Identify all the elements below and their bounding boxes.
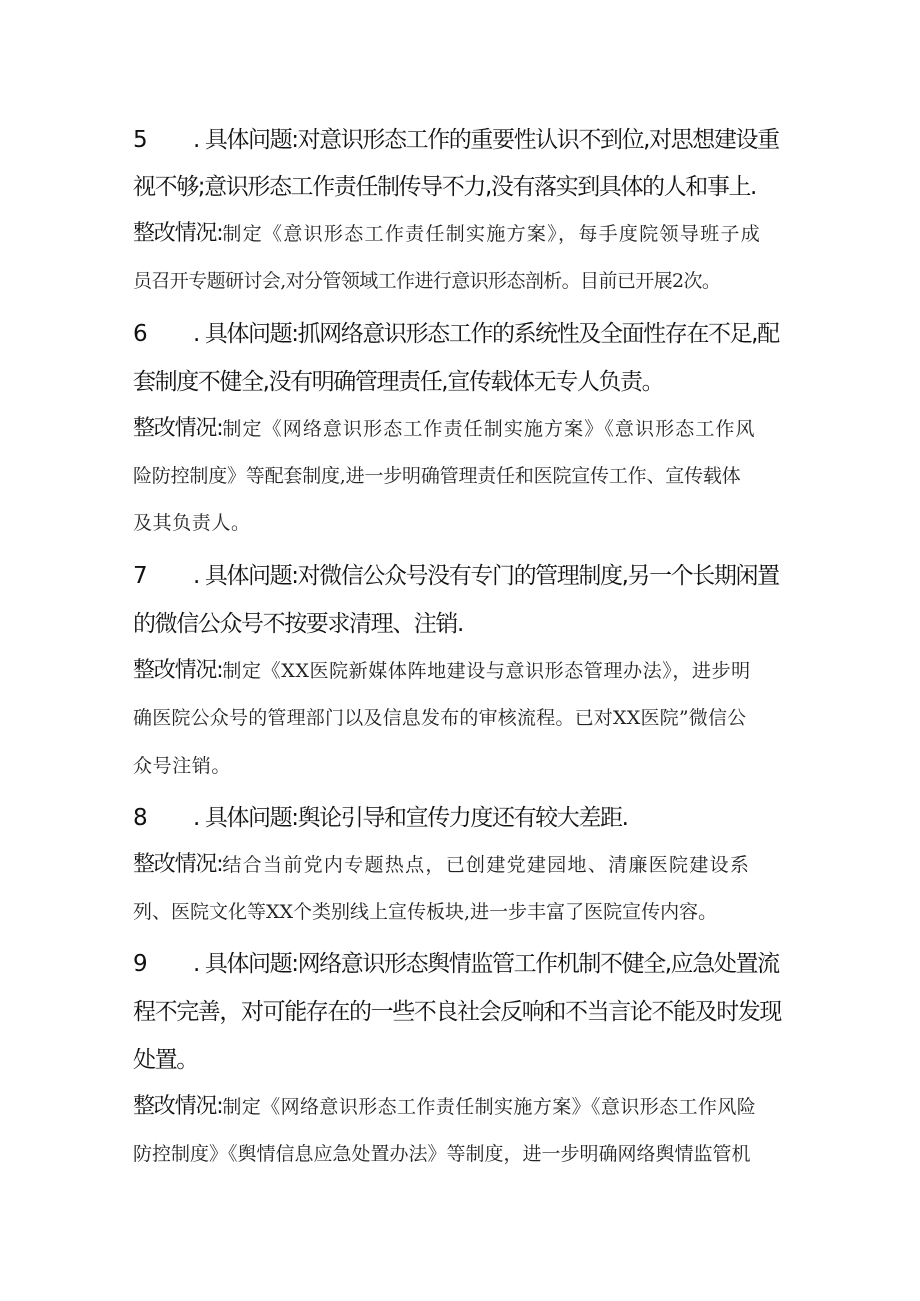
item-6-number: 6 [133, 321, 147, 347]
item-7-rectification-line-1 [133, 653, 751, 684]
item-5-question-line-1 [133, 121, 779, 154]
item-9-question-text-3: 处置。 [133, 1047, 198, 1073]
item-7-question-line-1 [133, 557, 779, 590]
item-6-rectification-label: 整改情况: [133, 416, 223, 441]
item-7-question-text-1: . 具体问题:对微信公众号没有专门的管理制度,另一个长期闲置 [193, 563, 779, 589]
item-7-rectification-text-3: 众号注销。 [133, 755, 232, 777]
item-5-rectification-line-2 [133, 266, 720, 293]
item-8-question-line-1 [133, 799, 627, 832]
item-7-rectification-line-2 [133, 703, 746, 730]
item-6-rectification-line-1 [133, 411, 756, 442]
item-9-rectification-line-1 [133, 1089, 756, 1120]
item-9-rectification-text-1: 制定《网络意识形态工作责任制实施方案》《意识形态工作风险 [222, 1096, 757, 1118]
item-9-question-line-1 [133, 945, 779, 978]
item-7-rectification-label: 整改情况: [133, 658, 223, 683]
item-8-rectification-line-2 [133, 897, 717, 924]
item-8-rectification-label: 整改情况: [133, 852, 223, 877]
item-6-question-line-2 [133, 363, 663, 396]
item-8-number: 8 [133, 805, 147, 831]
item-9-question-line-2 [133, 993, 781, 1026]
item-5-number: 5 [133, 127, 147, 153]
item-7-number: 7 [133, 563, 147, 589]
item-9-rectification-text-2: 防控制度》《舆情信息应急处置办法》等制度，进一步明确网络舆情监管机 [133, 1143, 751, 1165]
item-7-rectification-text-1: 制定《XX医院新媒体阵地建设与意识形态管理办法》，进步明 [222, 660, 751, 682]
item-6-rectification-line-3 [133, 508, 251, 535]
item-9-rectification-line-2 [133, 1139, 751, 1166]
item-6-rectification-text-3: 及其负责人。 [133, 512, 251, 534]
item-7-rectification-text-2: 确医院公众号的管理部门以及信息发布的审核流程。已对XX医院”微信公 [133, 707, 747, 729]
item-6-rectification-text-1: 制定《网络意识形态工作责任制实施方案》《意识形态工作风 [222, 418, 756, 440]
item-6-rectification-text-2: 险防控制度》等配套制度,进一步明确管理责任和医院宣传工作、宣传载体 [133, 465, 741, 487]
item-8-rectification-text-2: 列、医院文化等XX个类别线上宣传板块,进一步丰富了医院宣传内容。 [133, 901, 718, 923]
item-8-rectification-line-1 [133, 847, 750, 878]
item-8-question-text-1: . 具体问题:舆论引导和宣传力度还有较大差距. [193, 805, 628, 831]
item-5-question-text-1: . 具体问题:对意识形态工作的重要性认识不到位,对思想建设重 [193, 127, 779, 153]
item-5-rectification-text-1: 制定《意识形态工作责任制实施方案》，每手度院领导班子成 [222, 223, 762, 245]
item-5-rectification-text-2: 员召开专题研讨会,对分管领域工作进行意识形态剖析。目前已开展2次。 [133, 270, 721, 292]
item-6-rectification-line-2 [133, 461, 740, 488]
item-6-question-text-2: 套制度不健全,没有明确管理责任,宣传载体无专人负责。 [133, 369, 664, 395]
item-5-question-line-2 [133, 168, 756, 201]
item-7-question-text-2: 的微信公众号不按要求清理、注销. [133, 611, 463, 637]
item-5-question-text-2: 视不够;意识形态工作责任制传导不力,没有落实到具体的人和事上. [133, 174, 756, 200]
item-8-rectification-text-1: 结合当前党内专题热点，已创建党建园地、清廉医院建设系 [222, 854, 751, 876]
item-9-question-text-2: 程不完善，对可能存在的一些不良社会反响和不当言论不能及时发现 [133, 999, 782, 1025]
item-7-question-line-2 [133, 605, 463, 638]
item-9-number: 9 [133, 951, 147, 977]
item-9-question-line-3 [133, 1041, 198, 1074]
item-7-rectification-line-3 [133, 751, 231, 778]
item-6-question-line-1 [133, 315, 779, 348]
item-5-rectification-line-1 [133, 216, 761, 247]
item-9-question-text-1: . 具体问题:网络意识形态舆情监管工作机制不健全,应急处置流 [193, 951, 779, 977]
item-9-rectification-label: 整改情况: [133, 1094, 223, 1119]
item-5-rectification-label: 整改情况: [133, 221, 223, 246]
item-6-question-text-1: . 具体问题:抓网络意识形态工作的系统性及全面性存在不足,配 [193, 321, 779, 347]
